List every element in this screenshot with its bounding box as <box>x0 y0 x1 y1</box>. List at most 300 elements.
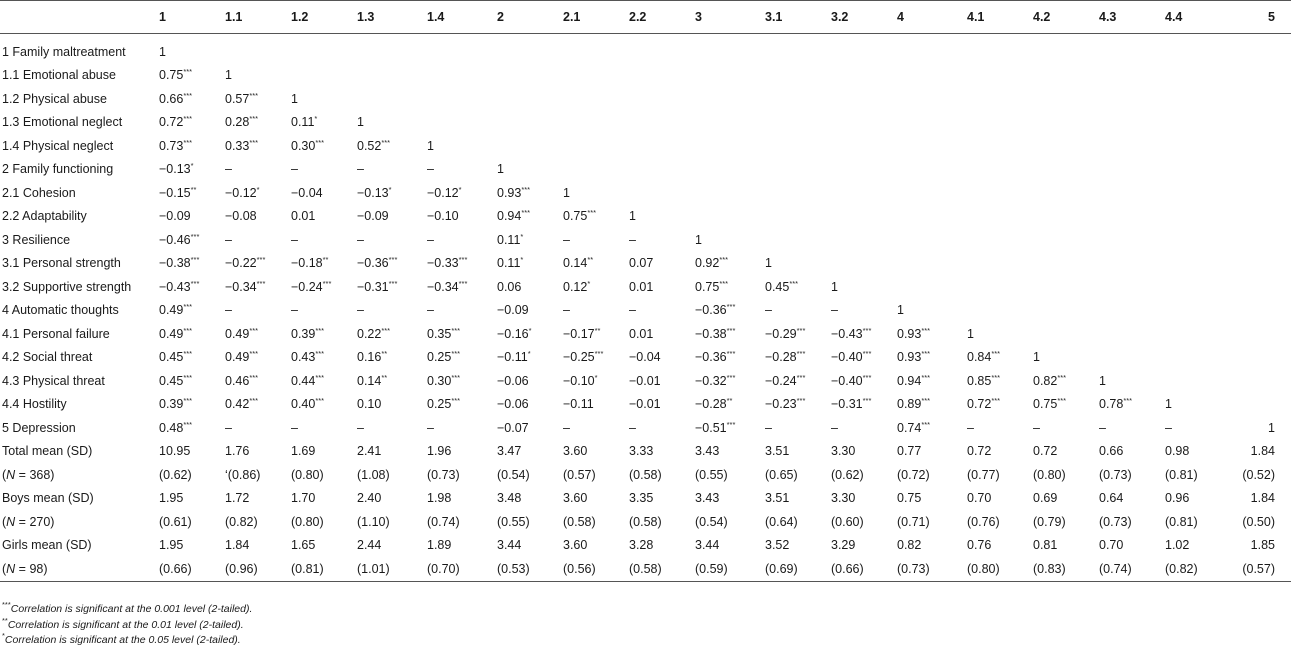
cell-value: 3.30 <box>831 491 856 506</box>
table-cell <box>1029 64 1095 88</box>
table-cell <box>963 463 1029 487</box>
significance-mark: *** <box>726 419 736 429</box>
table-cell <box>221 252 287 276</box>
cell-value: 3.35 <box>629 491 654 506</box>
row-label: 2.1 Cohesion <box>2 185 76 200</box>
cell-value: 3.60 <box>563 491 588 506</box>
table-cell <box>353 181 423 205</box>
table-cell <box>287 369 353 393</box>
cell-value: – <box>563 303 570 318</box>
cell-value: 0.22 <box>357 326 382 341</box>
row-label-pre: ( <box>2 514 7 529</box>
cell-value: 1.96 <box>427 444 452 459</box>
table-cell <box>221 440 287 464</box>
cell-value: – <box>225 420 232 435</box>
table-cell <box>1095 252 1161 276</box>
table-cell <box>1029 510 1095 534</box>
cell-value: −0.43 <box>831 326 863 341</box>
table-cell <box>221 463 287 487</box>
cell-value: 0.30 <box>427 373 452 388</box>
cell-value: 0.46 <box>225 373 250 388</box>
table-cell <box>287 111 353 135</box>
table-cell <box>423 87 493 111</box>
table-cell <box>1161 463 1227 487</box>
cell-value: – <box>1099 420 1106 435</box>
cell-value: −0.34 <box>225 279 257 294</box>
table-cell <box>155 205 221 229</box>
table-cell <box>963 252 1029 276</box>
table-cell <box>493 416 559 440</box>
cell-value: – <box>291 420 298 435</box>
table-cell <box>423 228 493 252</box>
table-cell <box>1227 87 1291 111</box>
table-cell <box>1095 299 1161 323</box>
significance-mark: * <box>256 184 260 194</box>
table-cell <box>493 34 559 64</box>
table-cell <box>691 134 761 158</box>
table-cell <box>1227 487 1291 511</box>
table-cell <box>827 111 893 135</box>
table-cell <box>761 557 827 581</box>
cell-value: 0.82 <box>897 538 922 553</box>
table-cell <box>287 440 353 464</box>
significance-mark: *** <box>862 396 872 406</box>
significance-mark: *** <box>862 349 872 359</box>
table-cell <box>559 34 625 64</box>
table-cell <box>559 134 625 158</box>
table-cell <box>761 64 827 88</box>
table-cell <box>1029 557 1095 581</box>
significance-mark: *** <box>315 372 325 382</box>
header-cell-empty <box>0 1 155 34</box>
significance-mark: *** <box>183 396 193 406</box>
table-cell <box>287 557 353 581</box>
significance-mark: *** <box>249 114 259 124</box>
table-cell <box>493 346 559 370</box>
table-cell <box>761 252 827 276</box>
cell-value: 1.72 <box>225 491 250 506</box>
table-cell <box>893 111 963 135</box>
significance-mark: * <box>458 184 462 194</box>
table-cell <box>761 299 827 323</box>
table-cell <box>493 299 559 323</box>
cell-value: −0.04 <box>629 350 661 365</box>
table-cell <box>625 393 691 417</box>
table-cell <box>691 64 761 88</box>
table-cell <box>287 346 353 370</box>
significance-mark: *** <box>521 208 531 218</box>
table-cell <box>1227 534 1291 558</box>
table-cell <box>1227 158 1291 182</box>
cell-value: 0.01 <box>291 209 316 224</box>
footnote-mark: * <box>2 631 5 640</box>
cell-value: (0.62) <box>831 467 864 482</box>
row-label: Girls mean (SD) <box>2 538 92 553</box>
cell-value: (0.54) <box>497 467 530 482</box>
table-cell <box>423 534 493 558</box>
table-cell <box>1029 534 1095 558</box>
table-cell <box>761 322 827 346</box>
table-cell <box>287 134 353 158</box>
cell-value: (0.71) <box>897 514 930 529</box>
cell-value: 0.94 <box>497 209 522 224</box>
table-cell <box>1161 134 1227 158</box>
table-cell <box>287 64 353 88</box>
row-label: 1.1 Emotional abuse <box>2 68 116 83</box>
table-cell <box>559 510 625 534</box>
table-cell <box>221 111 287 135</box>
cell-value: 3.33 <box>629 444 654 459</box>
table-cell <box>691 463 761 487</box>
table-cell <box>625 205 691 229</box>
table-cell <box>1161 557 1227 581</box>
significance-mark: * <box>520 255 524 265</box>
table-cell <box>155 416 221 440</box>
significance-mark: * <box>527 349 531 359</box>
cell-value: −0.06 <box>497 397 529 412</box>
table-row <box>0 299 1291 323</box>
table-cell <box>221 346 287 370</box>
significance-mark: *** <box>921 372 931 382</box>
table-cell <box>1161 322 1227 346</box>
table-cell <box>1161 87 1227 111</box>
cell-value: 1.70 <box>291 491 316 506</box>
cell-value: (0.54) <box>695 514 728 529</box>
table-cell <box>827 346 893 370</box>
cell-value: (0.81) <box>1165 467 1198 482</box>
table-cell <box>353 510 423 534</box>
table-cell <box>423 463 493 487</box>
table-cell <box>493 181 559 205</box>
table-cell <box>963 64 1029 88</box>
significance-mark: *** <box>183 302 193 312</box>
table-cell <box>155 228 221 252</box>
table-cell <box>493 463 559 487</box>
cell-value: 1.84 <box>225 538 250 553</box>
table-cell <box>827 134 893 158</box>
cell-value: 2.44 <box>357 538 382 553</box>
cell-value: (0.62) <box>159 467 192 482</box>
cell-value: 0.85 <box>967 373 992 388</box>
cell-value: (0.72) <box>897 467 930 482</box>
cell-value: 3.60 <box>563 538 588 553</box>
cell-value: (0.73) <box>1099 514 1132 529</box>
significance-mark: ** <box>726 396 733 406</box>
cell-value: 0.16 <box>357 350 382 365</box>
significance-mark: *** <box>1057 396 1067 406</box>
cell-value: 0.72 <box>1033 444 1058 459</box>
cell-value: −0.15 <box>159 185 191 200</box>
cell-value: −0.36 <box>357 256 389 271</box>
table-cell <box>353 487 423 511</box>
cell-value: – <box>357 232 364 247</box>
row-label <box>0 463 155 487</box>
cell-value: 0.25 <box>427 350 452 365</box>
table-cell <box>559 158 625 182</box>
cell-value: (0.58) <box>563 514 596 529</box>
cell-value: 1 <box>765 256 772 271</box>
table-cell <box>893 322 963 346</box>
row-label: 5 Depression <box>2 420 76 435</box>
table-cell <box>691 205 761 229</box>
table-cell <box>1161 181 1227 205</box>
cell-value: 0.81 <box>1033 538 1058 553</box>
table-cell <box>353 228 423 252</box>
significance-mark: *** <box>451 325 461 335</box>
table-cell <box>691 346 761 370</box>
table-cell <box>1029 275 1095 299</box>
table-cell <box>1095 369 1161 393</box>
significance-mark: *** <box>381 325 391 335</box>
table-cell <box>761 181 827 205</box>
header-cell-4: 4 <box>893 1 963 34</box>
table-cell <box>353 205 423 229</box>
table-cell <box>1095 205 1161 229</box>
table-cell <box>1227 416 1291 440</box>
table-cell <box>761 346 827 370</box>
table-cell <box>827 510 893 534</box>
table-cell <box>221 322 287 346</box>
table-row <box>0 463 1291 487</box>
table-cell <box>893 158 963 182</box>
row-label-post: = 368) <box>15 467 55 482</box>
significance-mark: * <box>528 325 532 335</box>
table-cell <box>963 369 1029 393</box>
cell-value: (0.57) <box>563 467 596 482</box>
table-cell <box>1029 158 1095 182</box>
table-cell <box>893 487 963 511</box>
row-label: 1.2 Physical abuse <box>2 91 107 106</box>
table-cell <box>963 205 1029 229</box>
cell-value: 3.43 <box>695 444 720 459</box>
table-row <box>0 557 1291 581</box>
cell-value: (0.50) <box>1242 514 1275 529</box>
table-cell <box>1227 369 1291 393</box>
table-cell <box>761 393 827 417</box>
significance-mark: * <box>520 231 524 241</box>
table-cell <box>625 463 691 487</box>
table-cell <box>559 87 625 111</box>
row-label-post: = 98) <box>15 561 48 576</box>
table-cell <box>1029 134 1095 158</box>
table-cell <box>625 64 691 88</box>
cell-value: 0.70 <box>1099 538 1124 553</box>
table-row <box>0 134 1291 158</box>
cell-value: 0.39 <box>291 326 316 341</box>
cell-value: 0.25 <box>427 397 452 412</box>
cell-value: 1.89 <box>427 538 452 553</box>
header-cell-2-2: 2.2 <box>625 1 691 34</box>
cell-value: 1 <box>427 138 434 153</box>
table-cell <box>1161 346 1227 370</box>
table-cell <box>625 111 691 135</box>
table-cell <box>893 440 963 464</box>
cell-value: 0.01 <box>629 279 654 294</box>
cell-value: 1.84 <box>1250 491 1275 506</box>
cell-value: −0.43 <box>159 279 191 294</box>
cell-value: 0.48 <box>159 420 184 435</box>
significance-mark: ** <box>322 255 329 265</box>
significance-mark: *** <box>921 419 931 429</box>
significance-mark: *** <box>381 137 391 147</box>
header-cell-5: 5 <box>1227 1 1291 34</box>
cell-value: 3.44 <box>695 538 720 553</box>
table-cell <box>559 64 625 88</box>
cell-value: 0.76 <box>967 538 992 553</box>
table-cell <box>221 275 287 299</box>
table-cell <box>1227 463 1291 487</box>
table-cell <box>221 205 287 229</box>
cell-value: −0.46 <box>159 232 191 247</box>
table-cell <box>625 440 691 464</box>
table-cell <box>493 228 559 252</box>
row-label: 1.3 Emotional neglect <box>2 115 123 130</box>
table-cell <box>493 252 559 276</box>
table-row <box>0 487 1291 511</box>
table-cell <box>1161 111 1227 135</box>
table-row <box>0 111 1291 135</box>
table-cell <box>493 322 559 346</box>
cell-value: 3.60 <box>563 444 588 459</box>
table-cell <box>353 275 423 299</box>
table-cell <box>893 34 963 64</box>
cell-value: 2.41 <box>357 444 382 459</box>
table-row <box>0 87 1291 111</box>
table-cell <box>691 34 761 64</box>
table-cell <box>827 205 893 229</box>
cell-value: 1.85 <box>1250 538 1275 553</box>
table-cell <box>893 205 963 229</box>
table-cell <box>1161 416 1227 440</box>
table-cell <box>287 416 353 440</box>
table-cell <box>625 181 691 205</box>
table-cell <box>1227 346 1291 370</box>
table-cell <box>1161 34 1227 64</box>
table-row <box>0 34 1291 64</box>
cell-value: – <box>765 303 772 318</box>
table-cell <box>221 299 287 323</box>
cell-value: 0.14 <box>357 373 382 388</box>
significance-mark: *** <box>796 325 806 335</box>
table-cell <box>287 299 353 323</box>
cell-value: (0.66) <box>831 561 864 576</box>
table-cell <box>493 134 559 158</box>
table-cell <box>1095 510 1161 534</box>
cell-value: – <box>427 303 434 318</box>
cell-value: −0.28 <box>695 397 727 412</box>
cell-value: 1 <box>695 232 702 247</box>
significance-mark: * <box>314 114 318 124</box>
significance-mark: *** <box>726 349 736 359</box>
table-cell <box>625 322 691 346</box>
cell-value: 0.11 <box>497 256 521 271</box>
significance-mark: *** <box>249 349 259 359</box>
table-row <box>0 64 1291 88</box>
cell-value: 1.95 <box>159 538 184 553</box>
cell-value: – <box>831 420 838 435</box>
cell-value: 1.98 <box>427 491 452 506</box>
table-cell <box>287 87 353 111</box>
table-cell <box>625 34 691 64</box>
table-cell <box>287 510 353 534</box>
significance-mark: *** <box>451 349 461 359</box>
cell-value: −0.24 <box>765 373 797 388</box>
significance-mark: *** <box>594 349 604 359</box>
cell-value: 0.11 <box>497 232 521 247</box>
table-cell <box>155 134 221 158</box>
cell-value: 0.69 <box>1033 491 1058 506</box>
table-cell <box>1227 557 1291 581</box>
table-cell <box>559 275 625 299</box>
table-cell <box>287 252 353 276</box>
cell-value: (0.74) <box>427 514 460 529</box>
table-cell <box>691 416 761 440</box>
cell-value: (0.76) <box>967 514 1000 529</box>
table-cell <box>625 534 691 558</box>
table-cell <box>287 158 353 182</box>
table-cell <box>691 440 761 464</box>
cell-value: (1.01) <box>357 561 390 576</box>
cell-value: 0.77 <box>897 444 922 459</box>
table-cell <box>353 34 423 64</box>
cell-value: – <box>291 162 298 177</box>
cell-value: 0.74 <box>897 420 922 435</box>
significance-mark: * <box>594 372 598 382</box>
table-cell <box>893 416 963 440</box>
row-label: 2.2 Adaptability <box>2 209 87 224</box>
table-cell <box>155 557 221 581</box>
cell-value: 0.40 <box>291 397 316 412</box>
cell-value: −0.13 <box>159 162 191 177</box>
cell-value: 0.84 <box>967 350 992 365</box>
table-cell <box>827 228 893 252</box>
significance-mark: *** <box>183 349 193 359</box>
table-cell <box>493 205 559 229</box>
table-cell <box>761 87 827 111</box>
table-cell <box>827 181 893 205</box>
cell-value: 1 <box>1268 420 1275 435</box>
cell-value: – <box>427 420 434 435</box>
table-cell <box>221 34 287 64</box>
table-row <box>0 275 1291 299</box>
table-cell <box>761 369 827 393</box>
cell-value: −0.31 <box>831 397 863 412</box>
table-cell <box>423 369 493 393</box>
cell-value: −0.34 <box>427 279 459 294</box>
table-cell <box>423 205 493 229</box>
table-row <box>0 252 1291 276</box>
table-cell <box>493 64 559 88</box>
table-cell <box>1161 510 1227 534</box>
table-cell <box>761 228 827 252</box>
cell-value: (0.80) <box>291 514 324 529</box>
cell-value: – <box>629 232 636 247</box>
significance-mark: *** <box>315 396 325 406</box>
cell-value: 0.72 <box>967 444 992 459</box>
table-cell <box>625 275 691 299</box>
table-row <box>0 181 1291 205</box>
table-cell <box>423 181 493 205</box>
cell-value: (0.82) <box>1165 561 1198 576</box>
cell-value: (0.96) <box>225 561 258 576</box>
table-cell <box>1029 463 1095 487</box>
table-cell <box>423 252 493 276</box>
cell-value: (1.10) <box>357 514 390 529</box>
table-cell <box>1161 64 1227 88</box>
significance-mark: *** <box>315 349 325 359</box>
row-label-post: = 270) <box>15 514 55 529</box>
table-cell <box>353 534 423 558</box>
